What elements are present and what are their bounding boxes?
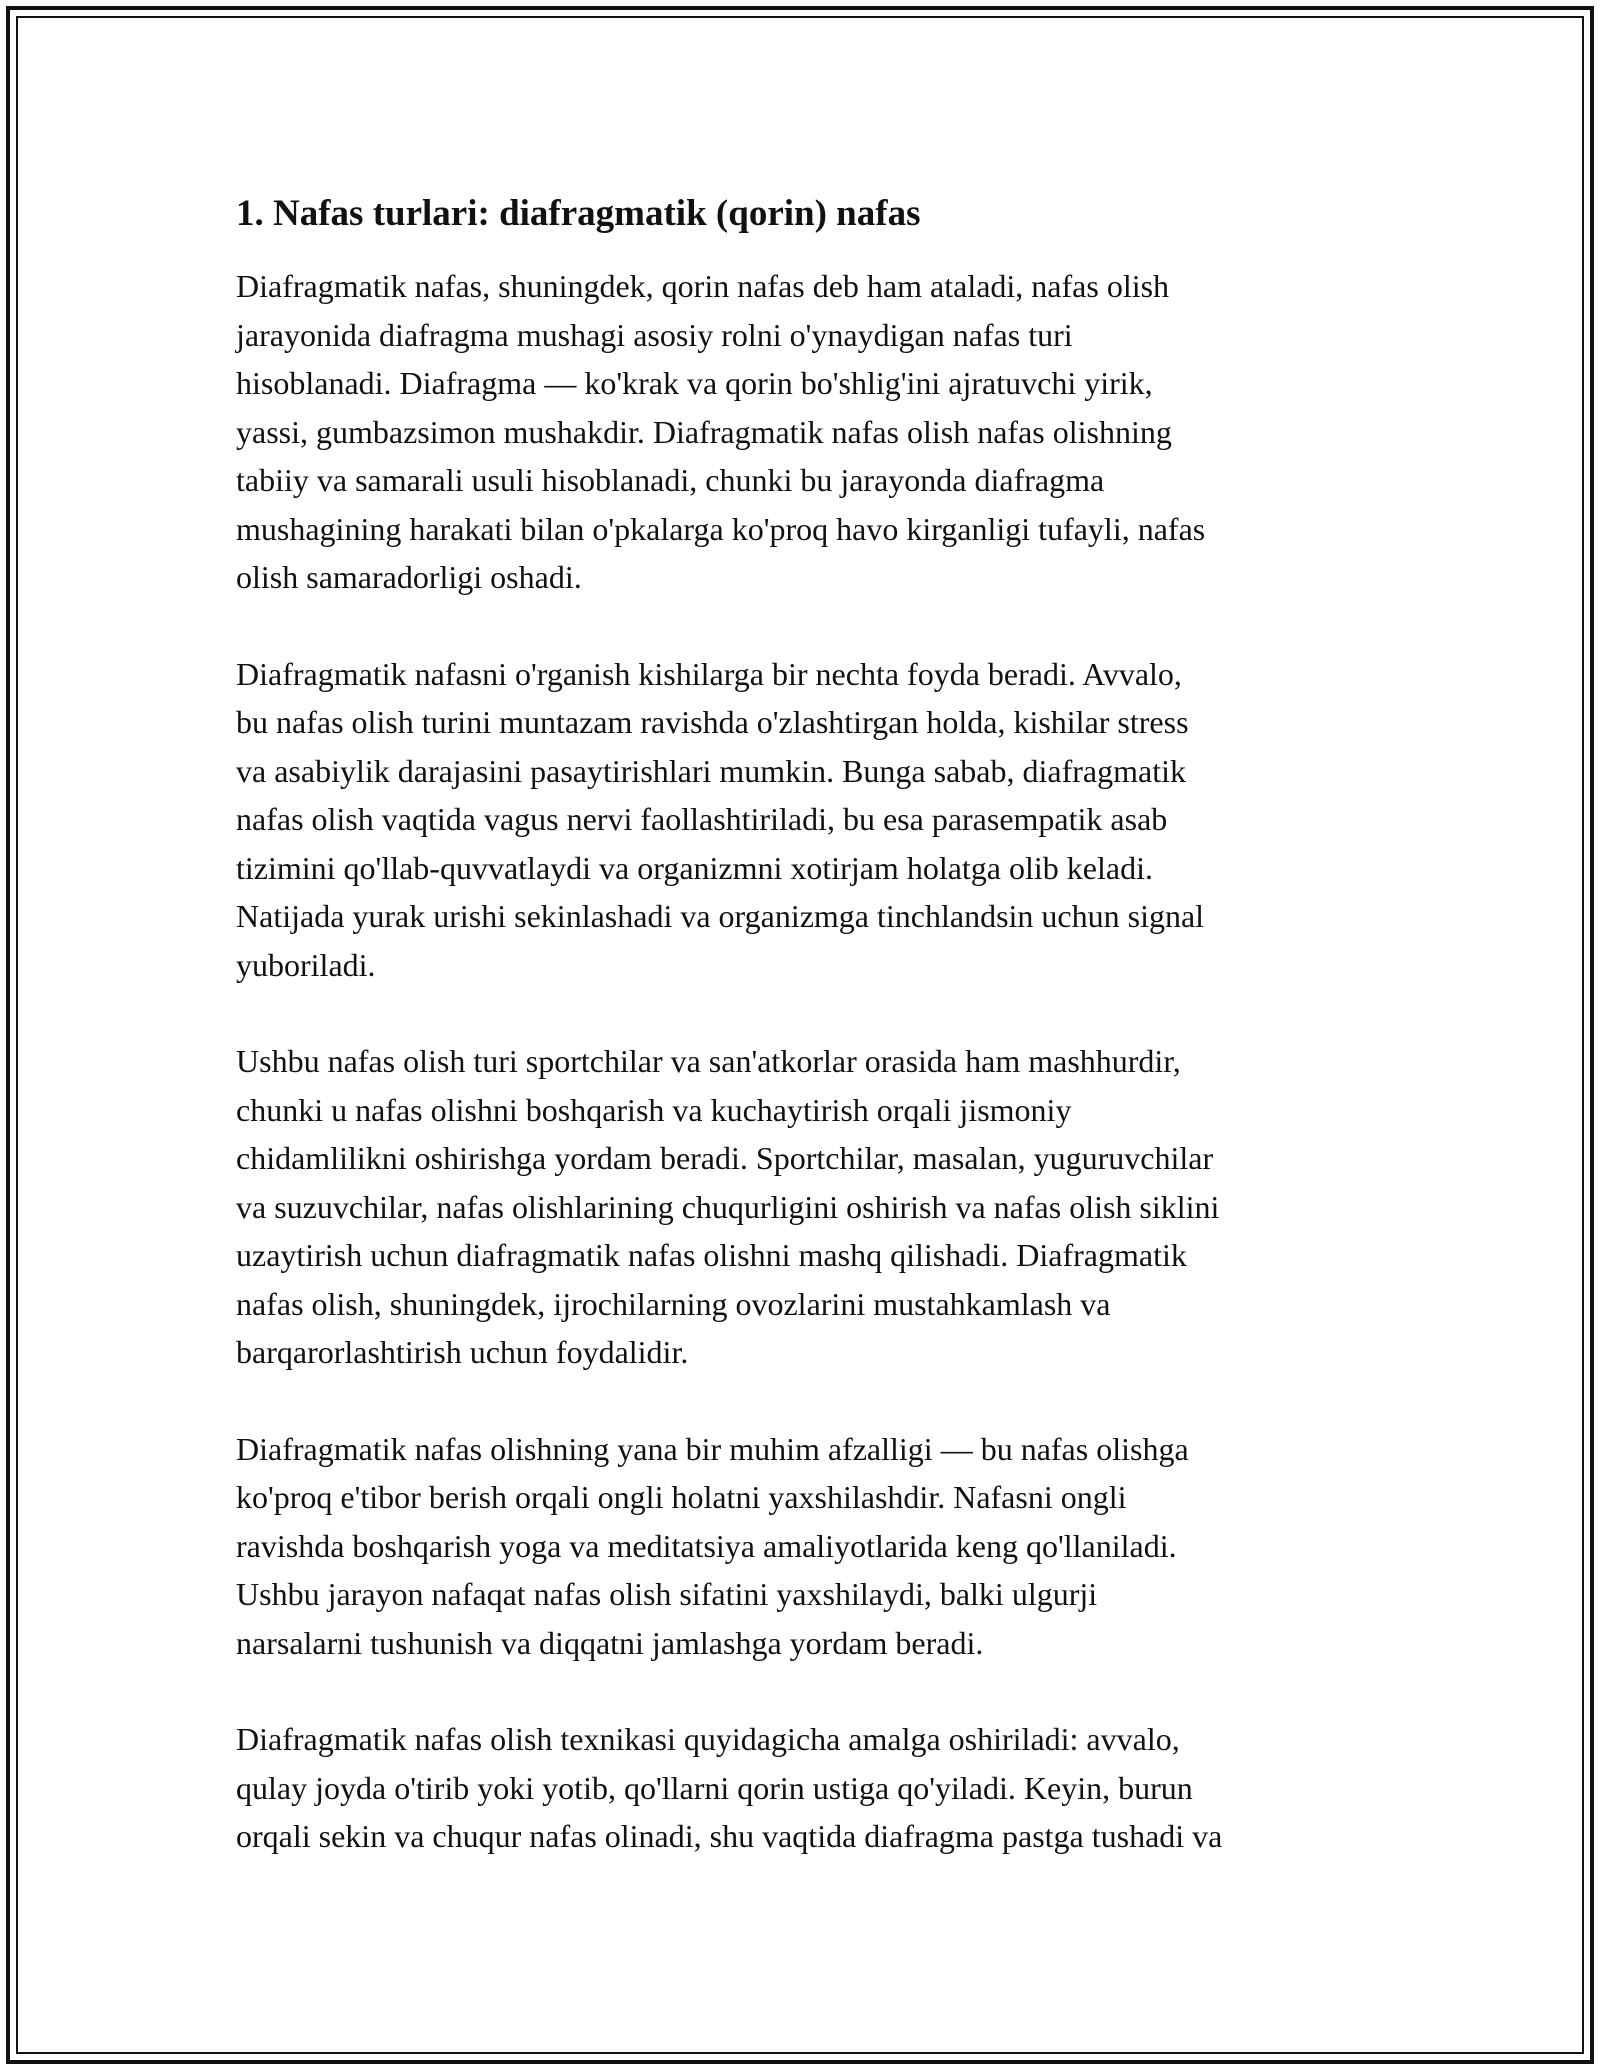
text-line: chidamlilikni oshirishga yordam beradi. Sportchilar, masalan, yuguruvchilar bbox=[236, 1140, 1214, 1176]
text-line: olish samaradorligi oshadi. bbox=[236, 559, 582, 595]
text-line: Diafragmatik nafasni o'rganish kishilarga bir nechta foyda beradi. Avvalo, bbox=[236, 655, 1182, 692]
text-line: barqarorlashtirish uchun foydalidir. bbox=[236, 1334, 689, 1370]
paragraph-2 bbox=[236, 650, 1376, 990]
paragraph-5 bbox=[236, 1715, 1376, 1861]
text-line: Diafragmatik nafas olish texnikasi quyidagicha amalga oshiriladi: avvalo, bbox=[236, 1721, 1180, 1757]
text-line: va suzuvchilar, nafas olishlarining chuqurligini oshirish va nafas olish siklini bbox=[236, 1188, 1220, 1225]
paragraph-4 bbox=[236, 1425, 1376, 1668]
text-line: va asabiylik darajasini pasaytirishlari mumkin. Bunga sabab, diafragmatik bbox=[236, 752, 1186, 789]
text-line: narsalarni tushunish va diqqatni jamlashga yordam beradi. bbox=[236, 1624, 984, 1661]
text-line: uzaytirish uchun diafragmatik nafas olishni mashq qilishadi. Diafragmatik bbox=[236, 1237, 1187, 1273]
text-line: nafas olish vaqtida vagus nervi faollashtiriladi, bu esa parasempatik asab bbox=[236, 801, 1168, 837]
text-line: chunki u nafas olishni boshqarish va kuchaytirish orqali jismoniy bbox=[236, 1091, 1072, 1128]
text-line: hisoblanadi. Diafragma — ko'krak va qorin bo'shlig'ini ajratuvchi yirik, bbox=[236, 365, 1153, 401]
text-line: ko'proq e'tibor berish orqali ongli holatni yaxshilashdir. Nafasni ongli bbox=[236, 1479, 1127, 1515]
paragraph-3 bbox=[236, 1037, 1376, 1377]
text-line: Natijada yurak urishi sekinlashadi va organizmga tinchlandsin uchun signal bbox=[236, 898, 1205, 934]
text-line: Ushbu jarayon nafaqat nafas olish sifatini yaxshilaydi, balki ulgurji bbox=[236, 1576, 1098, 1612]
text-line: yuboriladi. bbox=[236, 946, 376, 983]
text-line: nafas olish, shuningdek, ijrochilarning ovozlarini mustahkamlash va bbox=[236, 1285, 1111, 1322]
text-line: tizimini qo'llab-quvvatlaydi va organizmni xotirjam holatga olib keladi. bbox=[236, 849, 1153, 886]
text-line: ravishda boshqarish yoga va meditatsiya amaliyotlarida keng qo'llaniladi. bbox=[236, 1527, 1177, 1564]
text-line: Ushbu nafas olish turi sportchilar va san'atkorlar orasida ham mashhurdir, bbox=[236, 1043, 1181, 1079]
text-line: bu nafas olish turini muntazam ravishda o'zlashtirgan holda, kishilar stress bbox=[236, 704, 1189, 740]
paragraph-1 bbox=[236, 262, 1376, 602]
text-line: orqali sekin va chuqur nafas olinadi, shu vaqtida diafragma pastga tushadi va bbox=[236, 1818, 1223, 1854]
text-line: jarayonida diafragma mushagi asosiy rolni o'ynaydigan nafas turi bbox=[236, 316, 1073, 353]
text-line: mushagining harakati bilan o'pkalarga ko'proq havo kirganligi tufayli, nafas bbox=[236, 510, 1206, 547]
text-line: qulay joyda o'tirib yoki yotib, qo'llarni qorin ustiga qo'yiladi. Keyin, burun bbox=[236, 1769, 1193, 1806]
text-line: Diafragmatik nafas, shuningdek, qorin nafas deb ham ataladi, nafas olish bbox=[236, 268, 1170, 304]
text-line: Diafragmatik nafas olishning yana bir muhim afzalligi — bu nafas olishga bbox=[236, 1430, 1189, 1467]
section-title: 1. Nafas turlari: diafragmatik (qorin) nafas bbox=[236, 193, 921, 234]
document-body bbox=[236, 188, 1376, 1909]
text-line: yassi, gumbazsimon mushakdir. Diafragmatik nafas olish nafas olishning bbox=[236, 413, 1172, 450]
text-line: tabiiy va samarali usuli hisoblanadi, chunki bu jarayonda diafragma bbox=[236, 462, 1105, 498]
